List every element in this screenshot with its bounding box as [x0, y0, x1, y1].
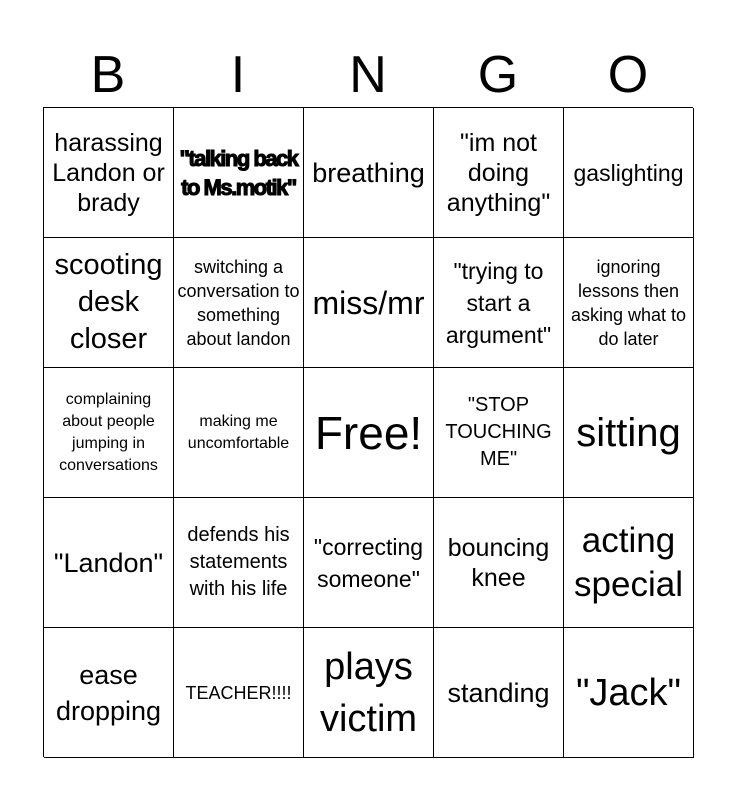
cell-text: complaining about people jumping in conversations — [59, 390, 158, 474]
bingo-cell[interactable] — [174, 368, 304, 498]
bingo-cell[interactable] — [44, 368, 174, 498]
bingo-cell[interactable] — [174, 498, 304, 628]
bingo-cell[interactable] — [434, 108, 564, 238]
cell-text: "STOP TOUCHING ME" — [445, 394, 552, 470]
cell-text: "im not doing anything" — [446, 128, 551, 217]
bingo-cell[interactable] — [564, 368, 694, 498]
bingo-cell[interactable] — [564, 108, 694, 238]
bingo-cell[interactable] — [304, 628, 434, 758]
bingo-cell[interactable] — [304, 108, 434, 238]
bingo-cell[interactable] — [174, 628, 304, 758]
free-space-text: Free! — [314, 406, 423, 459]
bingo-board — [43, 107, 693, 757]
cell-text: plays victim — [319, 645, 418, 740]
header-letter-i: I — [230, 46, 246, 104]
cell-text: acting special — [574, 520, 683, 604]
cell-text: gaslighting — [573, 159, 684, 186]
bingo-cell[interactable] — [44, 498, 174, 628]
free-space-cell[interactable] — [304, 368, 434, 498]
bingo-cell[interactable] — [434, 368, 564, 498]
bingo-cell[interactable] — [44, 108, 174, 238]
cell-text: "trying to start a argument" — [445, 257, 552, 348]
cell-text: "talking back to Ms.motik" — [179, 145, 298, 200]
cell-text: "Jack" — [575, 671, 682, 714]
header-letter-n: N — [349, 46, 387, 104]
cell-text: "correcting someone" — [313, 533, 424, 592]
cell-text: TEACHER!!!! — [185, 682, 292, 703]
cell-text: breathing — [312, 157, 425, 188]
bingo-cell[interactable] — [564, 238, 694, 368]
bingo-cell[interactable] — [564, 498, 694, 628]
bingo-cell[interactable] — [434, 238, 564, 368]
bingo-cell[interactable] — [174, 238, 304, 368]
cell-text: sitting — [576, 410, 681, 455]
cell-text: standing — [447, 677, 550, 708]
cell-text: defends his statements with his life — [187, 524, 290, 600]
cell-text: bouncing knee — [447, 533, 550, 592]
cell-text: making me uncomfortable — [187, 412, 290, 452]
bingo-cell[interactable] — [304, 498, 434, 628]
cell-text: ignoring lessons then asking what to do later — [570, 256, 687, 349]
header-letter-g: G — [477, 46, 519, 104]
bingo-header — [43, 44, 693, 106]
bingo-cell[interactable] — [304, 238, 434, 368]
bingo-cell[interactable] — [434, 628, 564, 758]
header-letter-b: B — [90, 46, 126, 104]
cell-text: scooting desk closer — [54, 249, 163, 355]
cell-text: switching a conversation to something about landon — [177, 256, 300, 349]
bingo-cell[interactable] — [564, 628, 694, 758]
bingo-cell[interactable] — [434, 498, 564, 628]
cell-text: harassing Landon or brady — [52, 128, 165, 217]
cell-text: "Landon" — [53, 547, 164, 578]
bingo-cell[interactable] — [174, 108, 304, 238]
bingo-cell[interactable] — [44, 238, 174, 368]
cell-text: ease dropping — [55, 659, 162, 726]
cell-text: miss/mr — [312, 284, 425, 321]
bingo-cell[interactable] — [44, 628, 174, 758]
header-letter-o: O — [607, 46, 649, 104]
